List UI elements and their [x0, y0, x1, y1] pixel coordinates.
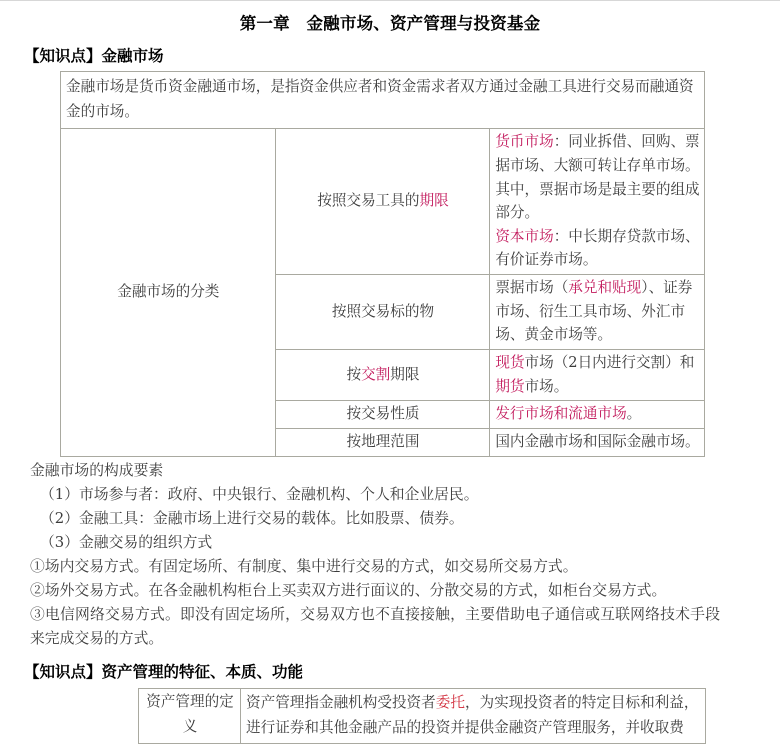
criterion-cell-geography [275, 428, 490, 456]
table-row [139, 688, 706, 743]
body-paragraph: ①场内交易方式。有固定场所、有制度、集中进行交易的方式，如交易所交易方式。 [30, 558, 578, 576]
criterion-cell-underlying [275, 275, 490, 350]
criterion-cell-nature [275, 401, 490, 429]
detail-segment: 现货 [495, 354, 525, 372]
asset-definition-content-cell [241, 688, 706, 743]
market-definition-cell: 金融市场是货币资金融通市场，是指资金供应者和资金需求者双方通过金融工具进行交易而融通资金的市场。 [61, 72, 705, 129]
criterion-detail-nature [490, 401, 705, 429]
detail-segment: 委托 [435, 693, 465, 711]
criterion-detail-underlying [490, 275, 705, 350]
table-row-intro [61, 72, 705, 129]
detail-segment: ）、证券市场、衍生工具市场、外汇市场、黄金市场等。 [495, 279, 693, 344]
detail-segment: ：中长期存贷款市场、有价证券市场。 [495, 227, 700, 269]
market-components-body [0, 457, 780, 652]
detail-segment: 货币市场 [495, 133, 554, 151]
body-lead: 金融市场的构成要素 [30, 461, 164, 479]
detail-segment: 其中，票据市场是最主要的组成部分。 [495, 180, 700, 222]
classification-label-cell: 金融市场的分类 [61, 129, 276, 456]
detail-segment: 市场（2日内进行交割）和 [524, 354, 695, 372]
knowledge-point-heading-financial-market: 【知识点】金融市场 [24, 46, 164, 65]
criterion-text-black: 按 [346, 365, 362, 383]
detail-segment: 承兑和贴现 [568, 279, 642, 297]
detail-segment: ：同业拆借、回购、票据市场、大额可转让存单市场。 [495, 133, 700, 174]
body-list-item: （1）市场参与者：政府、中央银行、金融机构、个人和企业居民。 [40, 485, 479, 503]
detail-segment: 资本市场 [495, 227, 554, 245]
table-row [61, 129, 705, 275]
detail-segment: 。 [626, 405, 642, 423]
asset-management-table-body [139, 688, 706, 743]
detail-line [495, 178, 700, 225]
financial-market-table [60, 71, 705, 456]
detail-line [495, 225, 700, 272]
criterion-text-black: 按照交易标的物 [331, 302, 435, 320]
criterion-cell-settlement [275, 350, 490, 401]
body-list-item: （3）金融交易的组织方式 [40, 533, 213, 551]
detail-line [495, 130, 700, 177]
detail-segment: 期货 [495, 377, 525, 395]
criterion-text-red: 交割 [361, 365, 391, 383]
detail-segment: 票据市场（ [495, 279, 569, 297]
detail-segment: 国内金融市场和国际金融市场。 [495, 432, 700, 450]
body-paragraph: ③电信网络交易方式。即没有固定场所，交易双方也不直接接触，主要借助电子通信或互联网络技术手段来完成交易的方式。 [30, 606, 720, 648]
financial-market-table-body [61, 72, 705, 456]
criterion-detail-geography [490, 428, 705, 456]
body-paragraph: ②场外交易方式。在各金融机构柜台上买卖双方进行面议的、分散交易的方式，如柜台交易方式。 [30, 582, 667, 600]
asset-management-table [138, 688, 706, 744]
knowledge-point-heading-asset-management: 【知识点】资产管理的特征、本质、功能 [24, 663, 304, 682]
criterion-text-black: 按交易性质 [346, 405, 420, 423]
criterion-detail-settlement [490, 350, 705, 401]
criterion-text-black: 期限 [390, 365, 420, 383]
criterion-text-red: 期限 [419, 192, 449, 210]
detail-segment: 资产管理指金融机构受投资者 [246, 693, 436, 711]
detail-segment: 发行市场和流通市场 [495, 405, 627, 423]
asset-definition-label-cell: 资产管理的定义 [139, 688, 241, 743]
body-list-item: （2）金融工具：金融市场上进行交易的载体。比如股票、债券。 [40, 509, 464, 527]
page-title: 第一章 金融市场、资产管理与投资基金 [239, 14, 541, 33]
criterion-text-black: 按地理范围 [346, 432, 420, 450]
criterion-cell-term [275, 129, 490, 275]
page-top-rule [0, 0, 780, 1]
detail-segment: 市场。 [524, 377, 569, 395]
detail-segment: ，为实现投资者的特定目标和利益，进行证券和其他金融产品的投资并提供金融资产管理服务，并收取费 [246, 693, 699, 736]
criterion-text-black: 按照交易工具的 [317, 192, 420, 210]
criterion-detail-term [490, 129, 705, 275]
